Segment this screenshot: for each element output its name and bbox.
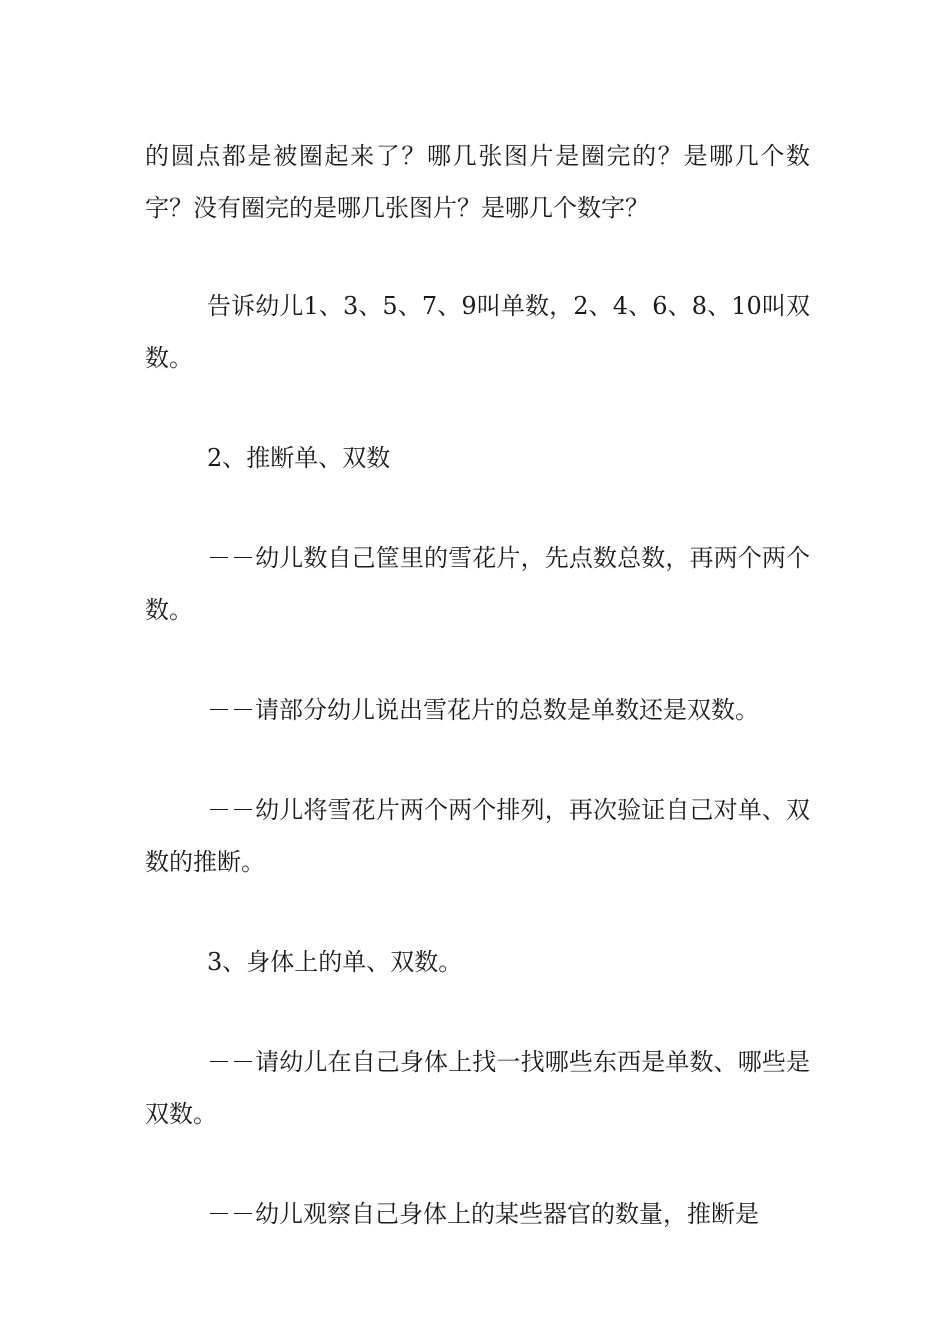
paragraph-find-on-body: －－请幼儿在自己身体上找一找哪些东西是单数、哪些是双数。: [145, 1048, 810, 1128]
document-body: [145, 130, 810, 1288]
paragraph-observe-organs: －－幼儿观察自己身体上的某些器官的数量，推断是: [207, 1200, 759, 1228]
section-heading-2: 2、推断单、双数: [207, 444, 391, 472]
paragraph-count-snowflakes: －－幼儿数自己筐里的雪花片，先点数总数，再两个两个数。: [145, 544, 810, 624]
paragraph-say-total: －－请部分幼儿说出雪花片的总数是单数还是双数。: [207, 696, 759, 724]
paragraph-verify-arrangement: －－幼儿将雪花片两个两个排列，再次验证自己对单、双数的推断。: [145, 796, 810, 876]
paragraph-continued: 的圆点都是被圈起来了？哪几张图片是圈完的？是哪几个数字？没有圈完的是哪几张图片？是哪几个数字？: [145, 142, 810, 222]
section-heading-3: 3、身体上的单、双数。: [207, 948, 463, 976]
paragraph-odd-even-definition: 告诉幼儿1、3、5、7、9叫单数，2、4、6、8、10叫双数。: [145, 292, 810, 372]
